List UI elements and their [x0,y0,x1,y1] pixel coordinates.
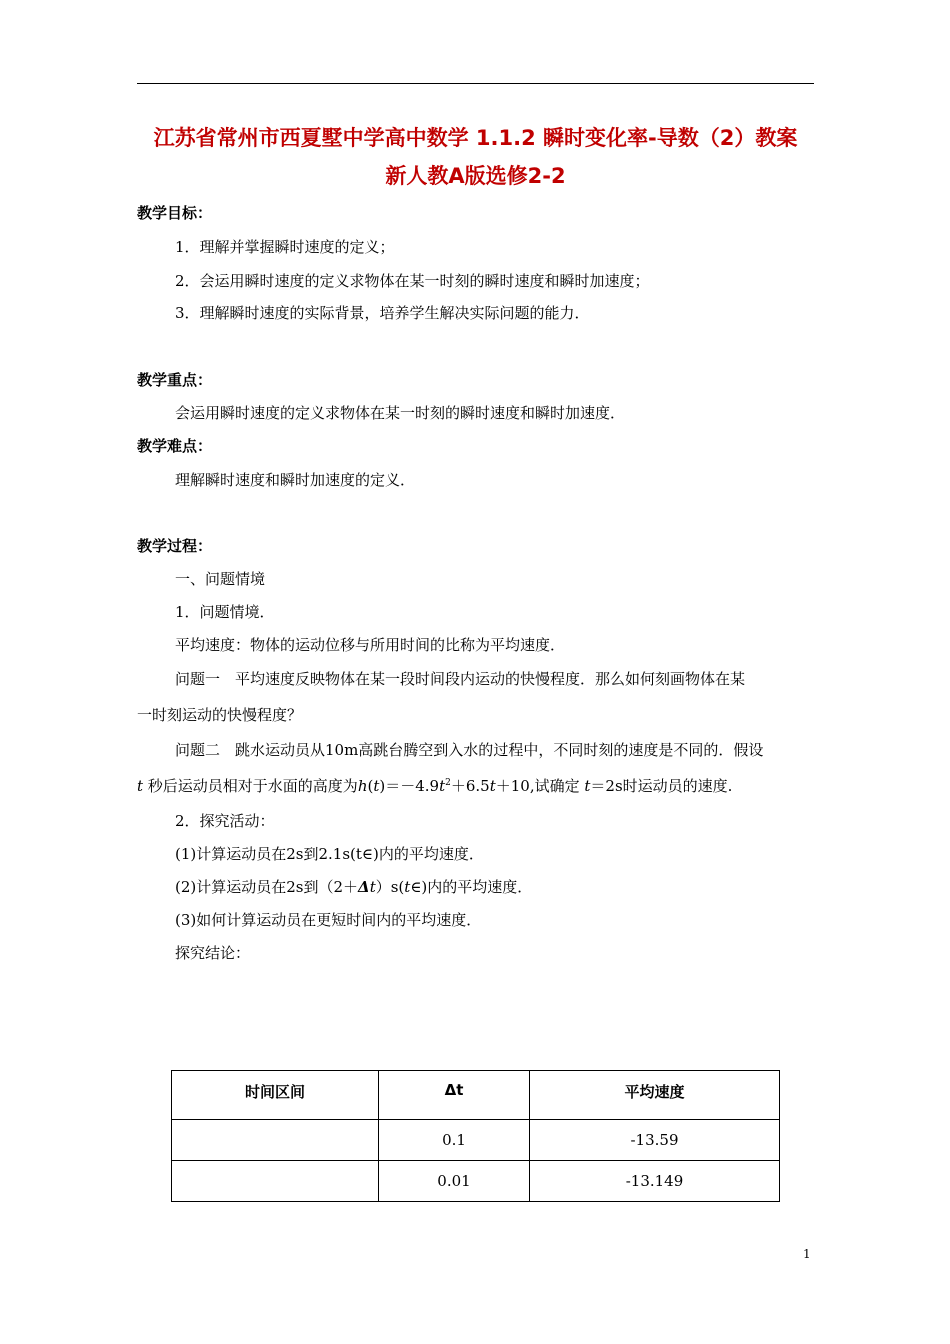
objectives-heading: 教学目标： [137,204,213,222]
page-number: 1 [803,1247,811,1261]
table-cell [172,1120,379,1161]
question-2-line1: 问题二 跳水运动员从10m高跳台腾空到入水的过程中，不同时刻的速度是不同的．假设 [175,741,764,759]
question-1-line2: 一时刻运动的快慢程度？ [137,706,303,724]
activity-1: (1)计算运动员在2s到2.1s(t∈)内的平均速度． [175,845,484,863]
table-cell: 0.1 [379,1120,530,1161]
average-velocity-table [171,1070,780,1202]
table-cell [172,1161,379,1202]
difficulty-heading: 教学难点： [137,437,213,455]
average-velocity-definition: 平均速度：物体的运动位移与所用时间的比称为平均速度． [175,636,566,654]
keypoint-text: 会运用瞬时速度的定义求物体在某一时刻的瞬时速度和瞬时加速度． [175,404,626,422]
table-header-delta-t: Δt [379,1071,530,1120]
keypoint-heading: 教学重点： [137,371,213,389]
objective-item-1: 1．理解并掌握瞬时速度的定义； [175,238,395,256]
subsection-1: 1．问题情境． [175,603,275,621]
objective-item-3: 3．理解瞬时速度的实际背景，培养学生解决实际问题的能力． [175,304,590,322]
table-cell: -13.59 [530,1120,780,1161]
conclusion-label: 探究结论： [175,944,251,962]
table-cell: 0.01 [379,1161,530,1202]
header-rule [137,83,814,84]
activity-3: (3)如何计算运动员在更短时间内的平均速度． [175,911,482,929]
section-problem-situation: 一、问题情境 [175,570,266,588]
table-row [172,1120,780,1161]
table-header-row [172,1071,780,1120]
table-header-avg-velocity: 平均速度 [530,1071,780,1120]
question-2-line2: t 秒后运动员相对于水面的高度为$h(t)=-4.9t^2+6.5t+10$,试确定 t＝2s时运动员的速度. [137,777,733,795]
table-cell: -13.149 [530,1161,780,1202]
objective-item-2: 2．会运用瞬时速度的定义求物体在某一时刻的瞬时速度和瞬时加速度； [175,272,650,290]
process-heading: 教学过程： [137,537,213,555]
table-header-interval: 时间区间 [172,1071,379,1120]
doc-title-line1: 江苏省常州市西夏墅中学高中数学 1.1.2 瞬时变化率-导数（2）教案 [153,126,798,150]
table-row [172,1161,780,1202]
difficulty-text: 理解瞬时速度和瞬时加速度的定义． [175,471,416,489]
activity-2: (2)计算运动员在2s到（2＋Δt）s(t∈)内的平均速度． [175,878,533,896]
doc-title-line2: 新人教A版选修2-2 [385,164,566,188]
question-1-line1: 问题一 平均速度反映物体在某一段时间段内运动的快慢程度．那么如何刻画物体在某 [175,670,746,688]
subsection-2: 2．探究活动： [175,812,275,830]
